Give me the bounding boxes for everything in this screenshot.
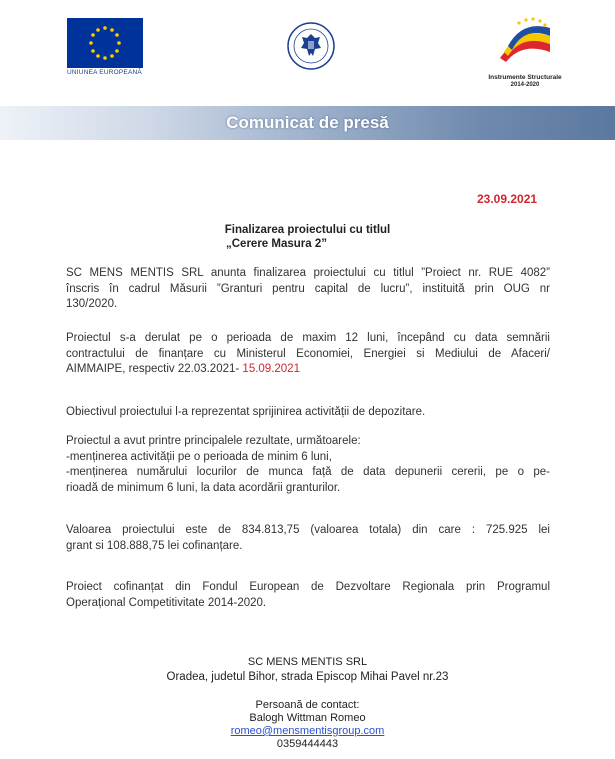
paragraph-line: Obiectivul proiectului l-a reprezentat sprijinirea activității de depozitare.: [66, 406, 426, 418]
structural-instruments-icon: [496, 14, 554, 66]
eu-flag-logo: [67, 18, 143, 68]
eu-stars-icon: [67, 18, 143, 68]
paragraph-announcement: [66, 266, 550, 313]
contact-label: Persoană de contact:: [255, 699, 360, 711]
instrumente-structurale-caption: Instrumente Structurale: [488, 74, 562, 81]
instrumente-structurale-logo: [496, 14, 554, 66]
paragraph-duration: [66, 331, 550, 378]
coat-of-arms-icon: [287, 22, 335, 70]
paragraph-objective: [66, 405, 550, 421]
period-end-date: 15.09.2021: [242, 363, 300, 375]
paragraph-value: [66, 523, 550, 554]
paragraph-line: Proiectul s-a derulat pe o perioada de maxim 12 luni, începând cu data semnării: [66, 332, 550, 344]
government-seal-logo: [287, 22, 335, 70]
footer-address: Oradea, judetul Bihor, strada Episcop Mihai Pavel nr.23: [166, 671, 449, 683]
paragraph-line: contractului de finanțare cu Ministerul Economiei, Energiei si Mediului de Afaceri/: [66, 347, 550, 360]
eu-caption: UNIUNEA EUROPEANĂ: [67, 69, 142, 76]
paragraph-results: [66, 434, 550, 496]
paragraph-line: Proiect cofinanțat din Fondul European de Dezvoltare Regionala prin Programul: [66, 581, 550, 593]
paragraph-line: grant si 108.888,75 lei cofinanțare.: [66, 539, 243, 552]
document-title-line1: Finalizarea proiectului cu titlul: [224, 224, 391, 236]
paragraph-line: 130/2020.: [66, 298, 118, 310]
paragraph-line: rioadă de minimum 6 luni, la data acordării granturilor.: [66, 481, 341, 494]
paragraph-line: SC MENS MENTIS SRL anunta finalizarea proiectului cu titlul ”Proiect nr. RUE 4082”: [66, 267, 550, 279]
paragraph-line: Operațional Competitivitate 2014-2020.: [66, 596, 267, 609]
banner-title: Comunicat de presă: [226, 113, 389, 132]
paragraph-line: Valoarea proiectului este de 834.813,75 (valoarea totala) din care : 725.925 lei: [66, 524, 550, 536]
contact-phone: 0359444443: [276, 738, 339, 750]
paragraph-line: -menținerea activității pe o perioada de minim 6 luni,: [66, 450, 332, 463]
document-title-line2: „Cerere Masura 2”: [226, 238, 327, 250]
contact-email-row: [0, 724, 615, 738]
footer-company: SC MENS MENTIS SRL: [247, 656, 368, 668]
period-prefix: AIMMAIPE, respectiv 22.03.2021-: [66, 363, 240, 375]
contact-email-link[interactable]: romeo@mensmentisgroup.com: [230, 725, 385, 737]
paragraph-line: [66, 362, 550, 378]
release-date: 23.09.2021: [477, 192, 538, 206]
paragraph-line: -menținerea numărului locurilor de munca față de data depunerii cererii, pe o pe-: [66, 466, 550, 478]
contact-name: Balogh Wittman Romeo: [249, 712, 366, 724]
paragraph-cofinancing: [66, 580, 550, 611]
paragraph-line: Proiectul a avut printre principalele rezultate, următoarele:: [66, 435, 361, 447]
instrumente-structurale-years: 2014-2020: [510, 82, 540, 88]
paragraph-line: înscris în cadrul Măsurii ”Granturi pentru capital de lucru”, instituită prin OUG nr: [66, 282, 550, 295]
